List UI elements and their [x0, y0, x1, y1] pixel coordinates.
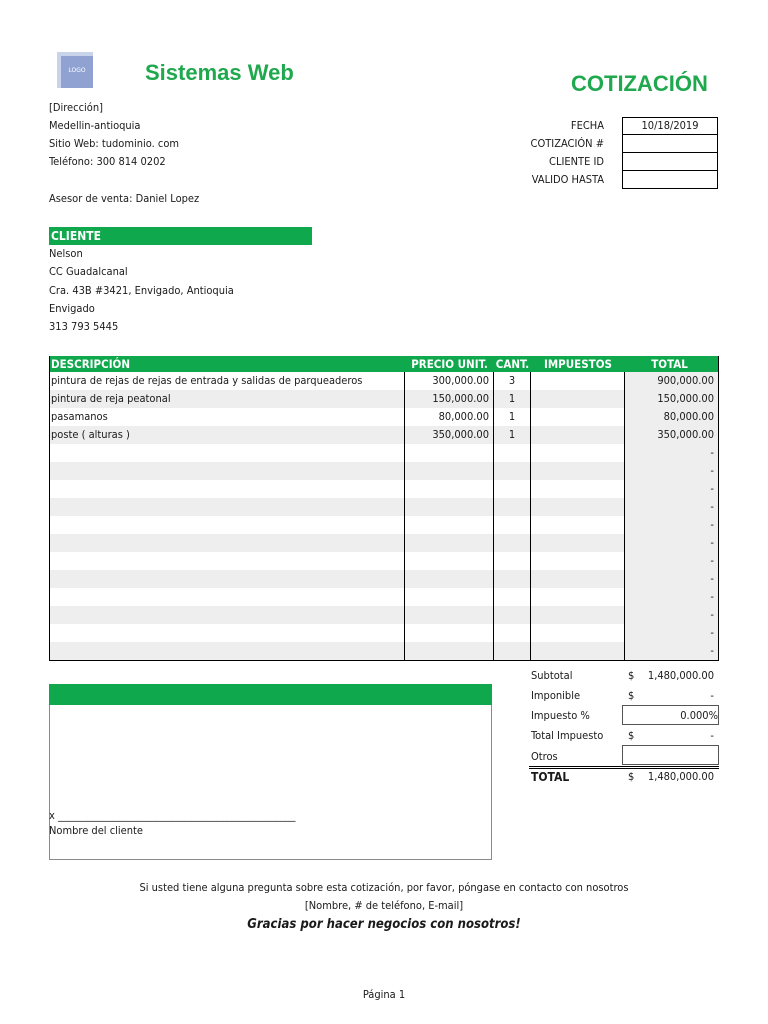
cell-taxes[interactable] [531, 408, 625, 426]
client-id-field[interactable] [622, 153, 718, 171]
cell-unit-price[interactable] [405, 498, 494, 516]
table-row [50, 552, 718, 570]
cell-description[interactable] [50, 462, 405, 480]
cell-unit-price[interactable] [405, 570, 494, 588]
taxable-currency: $ [628, 689, 635, 702]
cell-qty[interactable] [494, 516, 531, 534]
cell-unit-price[interactable] [405, 444, 494, 462]
grand-total-value: 1,480,000.00 [647, 770, 714, 783]
cell-qty[interactable] [494, 552, 531, 570]
cell-description[interactable] [50, 606, 405, 624]
cell-total[interactable]: - [625, 624, 718, 642]
cell-description[interactable]: pasamanos [50, 408, 405, 426]
table-row [50, 444, 718, 462]
header-total: TOTAL [651, 357, 688, 371]
table-row [50, 642, 718, 660]
client-name: Nelson [49, 247, 83, 260]
table-row [50, 606, 718, 624]
cell-description[interactable] [50, 588, 405, 606]
cell-taxes[interactable] [531, 390, 625, 408]
logo: LOGO [61, 56, 93, 88]
table-row [50, 426, 718, 444]
cell-unit-price[interactable] [405, 534, 494, 552]
cell-total[interactable]: - [625, 498, 718, 516]
client-address: Cra. 43B #3421, Envigado, Antioquia [49, 284, 234, 297]
header-qty: CANT. [495, 357, 530, 371]
cell-unit-price[interactable] [405, 642, 494, 660]
cell-description[interactable] [50, 534, 405, 552]
table-row [50, 588, 718, 606]
taxable-value: - [710, 689, 714, 702]
grand-total-currency: $ [628, 770, 635, 783]
table-row [50, 480, 718, 498]
client-phone: 313 793 5445 [49, 320, 119, 333]
cell-unit-price[interactable] [405, 588, 494, 606]
cell-taxes[interactable] [531, 552, 625, 570]
cell-unit-price[interactable] [405, 516, 494, 534]
signature-name-label: Nombre del cliente [49, 824, 143, 837]
cell-qty[interactable] [494, 588, 531, 606]
cell-description[interactable]: pintura de reja peatonal [50, 390, 405, 408]
cell-total[interactable]: - [625, 606, 718, 624]
taxable-label: Imponible [531, 689, 581, 702]
cell-total[interactable]: - [625, 462, 718, 480]
cell-qty[interactable]: 1 [494, 408, 531, 426]
cell-qty[interactable] [494, 444, 531, 462]
cell-taxes[interactable] [531, 462, 625, 480]
table-row [50, 390, 718, 408]
cell-description[interactable] [50, 570, 405, 588]
cell-qty[interactable] [494, 498, 531, 516]
table-row [50, 516, 718, 534]
table-row [50, 498, 718, 516]
date-field[interactable]: 10/18/2019 [622, 117, 718, 135]
page-number: Página 1 [362, 988, 406, 1001]
cell-qty[interactable] [494, 480, 531, 498]
company-phone: Teléfono: 300 814 0202 [49, 155, 166, 168]
cell-taxes[interactable] [531, 588, 625, 606]
footer-question: Si usted tiene alguna pregunta sobre esta cotización, por favor, póngase en contacto con nosotros [139, 881, 629, 894]
cell-description[interactable] [50, 642, 405, 660]
quote-number-field[interactable] [622, 135, 718, 153]
quote-number-label: COTIZACIÓN # [530, 137, 604, 150]
table-row [50, 624, 718, 642]
cell-total[interactable]: - [625, 516, 718, 534]
cell-taxes[interactable] [531, 480, 625, 498]
cell-unit-price[interactable]: 350,000.00 [405, 426, 494, 444]
cell-total[interactable]: - [625, 552, 718, 570]
cell-qty[interactable] [494, 534, 531, 552]
cell-total[interactable]: - [625, 642, 718, 660]
cell-taxes[interactable] [531, 534, 625, 552]
header-taxes: IMPUESTOS [544, 357, 612, 371]
cell-qty[interactable]: 1 [494, 426, 531, 444]
valid-until-label: VALIDO HASTA [531, 173, 604, 186]
date-label: FECHA [570, 119, 604, 132]
other-label: Otros [531, 750, 558, 763]
cell-unit-price[interactable] [405, 462, 494, 480]
table-row [50, 534, 718, 552]
cell-total[interactable]: 350,000.00 [625, 426, 718, 444]
cell-unit-price[interactable]: 80,000.00 [405, 408, 494, 426]
company-address: [Dirección] [49, 101, 103, 114]
subtotal-value: 1,480,000.00 [647, 669, 714, 682]
cell-total[interactable]: - [625, 534, 718, 552]
other-field[interactable] [622, 745, 719, 765]
client-heading: CLIENTE [49, 227, 312, 245]
tax-rate-value: 0.000% [680, 709, 718, 722]
header-unit-price: PRECIO UNIT. [411, 357, 488, 371]
table-header [50, 356, 718, 372]
cell-taxes[interactable] [531, 570, 625, 588]
cell-qty[interactable]: 3 [494, 372, 531, 390]
tax-rate-label: Impuesto % [531, 709, 590, 722]
table-row [50, 408, 718, 426]
document-title: COTIZACIÓN [571, 71, 708, 96]
cell-description[interactable] [50, 624, 405, 642]
client-city: Envigado [49, 302, 95, 315]
signature-header-bar [49, 684, 492, 705]
table-row [50, 462, 718, 480]
cell-qty[interactable] [494, 606, 531, 624]
company-city: Medellin-antioquia [49, 119, 141, 132]
tax-total-label: Total Impuesto [531, 729, 604, 742]
cell-description[interactable] [50, 444, 405, 462]
cell-description[interactable] [50, 516, 405, 534]
valid-until-field[interactable] [622, 171, 718, 189]
cell-taxes[interactable] [531, 426, 625, 444]
cell-qty[interactable] [494, 462, 531, 480]
footer-contact: [Nombre, # de teléfono, E-mail] [304, 899, 464, 912]
tax-total-currency: $ [628, 729, 635, 742]
cell-description[interactable] [50, 552, 405, 570]
cell-total[interactable]: 80,000.00 [625, 408, 718, 426]
cell-description[interactable]: poste ( alturas ) [50, 426, 405, 444]
cell-total[interactable]: 900,000.00 [625, 372, 718, 390]
grand-total-label: TOTAL [531, 770, 570, 784]
tax-total-value: - [710, 729, 714, 742]
signature-line: x ________________________________________________ [49, 809, 296, 822]
client-id-label: CLIENTE ID [549, 155, 604, 168]
cell-unit-price[interactable] [405, 552, 494, 570]
cell-total[interactable]: - [625, 444, 718, 462]
subtotal-currency: $ [628, 669, 635, 682]
client-company: CC Guadalcanal [49, 265, 128, 278]
cell-taxes[interactable] [531, 624, 625, 642]
company-name: Sistemas Web [145, 60, 294, 85]
company-website: Sitio Web: tudominio. com [49, 137, 180, 150]
sales-advisor: Asesor de venta: Daniel Lopez [49, 192, 200, 205]
cell-unit-price[interactable] [405, 624, 494, 642]
cell-total[interactable]: - [625, 480, 718, 498]
cell-qty[interactable] [494, 570, 531, 588]
table-row [50, 570, 718, 588]
cell-qty[interactable]: 1 [494, 390, 531, 408]
cell-taxes[interactable] [531, 444, 625, 462]
cell-taxes[interactable] [531, 642, 625, 660]
cell-qty[interactable] [494, 624, 531, 642]
table-row [50, 372, 718, 390]
cell-unit-price[interactable] [405, 480, 494, 498]
cell-total[interactable]: 150,000.00 [625, 390, 718, 408]
cell-unit-price[interactable] [405, 606, 494, 624]
cell-total[interactable]: - [625, 570, 718, 588]
footer-thanks: Gracias por hacer negocios con nosotros! [247, 917, 521, 932]
cell-taxes[interactable] [531, 606, 625, 624]
total-rule-1 [529, 766, 719, 767]
cell-description[interactable] [50, 498, 405, 516]
cell-taxes[interactable] [531, 372, 625, 390]
cell-qty[interactable] [494, 642, 531, 660]
cell-description[interactable] [50, 480, 405, 498]
total-rule-2 [529, 768, 719, 769]
subtotal-label: Subtotal [531, 669, 573, 682]
cell-unit-price[interactable]: 300,000.00 [405, 372, 494, 390]
cell-total[interactable]: - [625, 588, 718, 606]
cell-description[interactable]: pintura de rejas de rejas de entrada y salidas de parqueaderos [50, 372, 405, 390]
items-table [49, 356, 719, 661]
cell-unit-price[interactable]: 150,000.00 [405, 390, 494, 408]
header-description: DESCRIPCIÓN [51, 357, 130, 371]
cell-taxes[interactable] [531, 498, 625, 516]
cell-taxes[interactable] [531, 516, 625, 534]
